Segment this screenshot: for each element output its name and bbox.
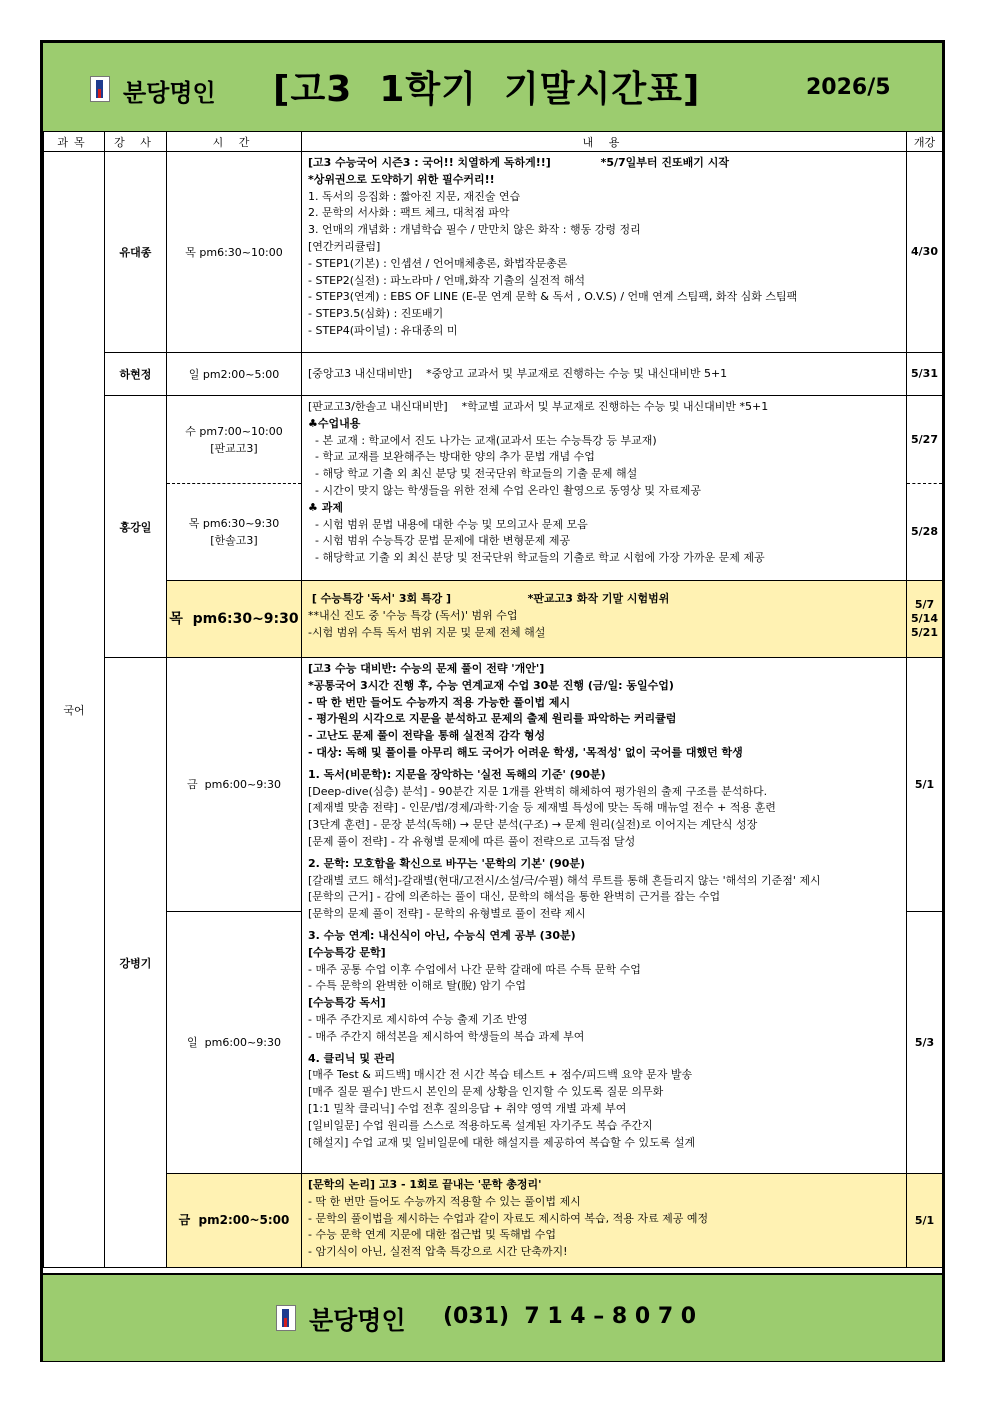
start-date: 5/14	[911, 612, 938, 625]
footer-brand: 분당명인	[309, 1306, 406, 1335]
start-hong-wed: 5/27	[907, 396, 943, 484]
line: [판교고3/한솔고 내신대비반] *학교별 교과서 및 부교재로 진행하는 수능 및 내신대비반 *5+1	[308, 400, 769, 413]
content-ha	[302, 353, 907, 396]
line: - 수특 문학의 완벽한 이해로 탈(脫) 암기 수업	[308, 979, 527, 993]
time-kang-special: 금 pm2:00~5:00	[167, 1174, 302, 1268]
content-kang2	[302, 1174, 907, 1268]
col-start: 개강	[907, 132, 943, 152]
line: - 수능 문학 연계 지문에 대한 접근법 및 독해법 수업	[308, 1228, 556, 1242]
line: - 딱 한 번만 들어도 수능까지 적용 가능한 풀이법 제시	[308, 695, 571, 709]
time-kang-sun: 일 pm6:00~9:30	[167, 912, 302, 1174]
line: [연간커리큘럼]	[308, 239, 381, 253]
line: - 시간이 맞지 않는 학생들을 위한 전체 수업 온라인 촬영으로 동영상 및 자료제공	[308, 483, 701, 497]
header-band	[43, 43, 942, 133]
content-kang1	[302, 658, 907, 1174]
instructor-kang: 강병기	[105, 658, 167, 1268]
line: 3. 언매의 개념화 : 개념학습 필수 / 만만치 않은 화작 : 행동 강령 정리	[308, 223, 641, 237]
line: 2. 문학: 모호함을 확신으로 바꾸는 '문학의 기본' (90분)	[308, 856, 586, 870]
table-header-row	[44, 132, 943, 152]
table-row	[44, 1174, 943, 1268]
line: - 암기식이 아닌, 실전적 압축 특강으로 시간 단축까지!	[308, 1245, 568, 1259]
school-label: [판교고3]	[210, 441, 258, 455]
col-instructor: 강 사	[105, 132, 167, 152]
col-subject: 과목	[44, 132, 105, 152]
line: - STEP1(기본) : 인셉션 / 언어매체총론, 화법작문총론	[308, 256, 568, 270]
line: [중앙고3 내신대비반] *중앙고 교과서 및 부교재로 진행하는 수능 및 내신대비반 5+1	[308, 366, 728, 380]
line: *공통국어 3시간 진행 후, 수능 연계교재 수업 30분 진행 (금/일: 동일수업)	[308, 678, 674, 692]
line: ♣수업내용	[308, 416, 361, 430]
line: [매주 Test & 피드백] 매시간 전 시간 복습 테스트 + 점수/피드백 요약 문자 발송	[308, 1068, 693, 1082]
line: [수능특강 독서]	[308, 996, 386, 1010]
col-time: 시 간	[167, 132, 302, 152]
table-row	[44, 581, 943, 658]
line: *상위권으로 도약하기 위한 필수커리!!	[308, 172, 495, 186]
instructor-hong: 홍강일	[105, 396, 167, 658]
table-row	[44, 152, 943, 353]
start-yu: 4/30	[907, 152, 943, 353]
line: - 매주 공통 수업 이후 수업에서 나간 문학 갈래에 따른 수특 문학 수업	[308, 962, 641, 976]
line: [문학의 논리] 고3 - 1회로 끝내는 '문학 총정리'	[308, 1178, 542, 1191]
line: - 시험 범위 수능특강 문법 문제에 대한 변형문제 제공	[308, 534, 571, 548]
line: - 학교 교재를 보완해주는 방대한 양의 추가 문법 개념 수업	[308, 450, 595, 464]
table-row	[44, 353, 943, 396]
line: -시험 범위 수특 독서 범위 지문 및 문제 전체 해설	[308, 625, 546, 639]
date-label: 2026/5	[806, 75, 891, 100]
time-hong-wed	[167, 396, 302, 484]
time-label: 목 pm6:30~9:30	[188, 517, 280, 530]
line: - STEP3(연계) : EBS OF LINE (E-문 연계 문학 & 독서 , O.V.S) / 언매 연계 스팀팩, 화작 심화 스팀팩	[308, 290, 798, 304]
start-kang-special: 5/1	[907, 1174, 943, 1268]
line: - 딱 한 번만 들어도 수능까지 적용할 수 있는 풀이법 제시	[308, 1194, 581, 1208]
start-date: 5/7	[914, 598, 935, 611]
content-hong1	[302, 396, 907, 581]
table-row	[44, 396, 943, 484]
line: - 매주 주간지로 제시하여 수능 출제 기조 반영	[308, 1012, 528, 1026]
line: [해설지] 수업 교재 및 일비일문에 대한 해설지를 제공하여 복습할 수 있도록 설계	[308, 1135, 696, 1149]
line: - 본 교재 : 학교에서 진도 나가는 교재(교과서 또는 수능특강 등 부교재)	[308, 433, 657, 447]
timetable-frame	[40, 40, 945, 1362]
page-title: [고3 1학기 기말시간표]	[273, 69, 701, 110]
school-label: [한솔고3]	[210, 534, 258, 547]
start-hong-special	[907, 581, 943, 658]
line: 2. 문학의 서사화 : 팩트 체크, 대척점 파악	[308, 206, 510, 220]
table-row	[44, 658, 943, 912]
line: 3. 수능 연계: 내신식이 아닌, 수능식 연계 공부 (30분)	[308, 928, 576, 942]
line: - 매주 주간지 해석본을 제시하여 학생들의 복습 과제 부여	[308, 1029, 585, 1043]
logo-icon	[276, 1305, 296, 1331]
start-kang-fri: 5/1	[907, 658, 943, 912]
footer-band	[43, 1273, 942, 1361]
start-hong-thu: 5/28	[907, 484, 943, 581]
line: [문학의 문제 풀이 전략] - 문학의 유형별로 풀이 전략 제시	[308, 907, 586, 921]
instructor-yu: 유대종	[105, 152, 167, 353]
line: [Deep-dive(심층) 분석] - 90분간 지문 1개를 완벽히 해체하여 평가원의 출제 구조를 분석하다.	[308, 784, 768, 798]
line: - 대상: 독해 및 풀이를 아무리 해도 국어가 어려운 학생, '목적성' 없이 국어를 대했던 학생	[308, 745, 743, 759]
line: [고3 수능 대비반: 수능의 문제 풀이 전략 '개안']	[308, 662, 545, 675]
line: [매주 질문 필수] 반드시 본인의 문제 상황을 인지할 수 있도록 질문 의무화	[308, 1085, 664, 1099]
line: - 해당 학교 기출 외 최신 분당 및 전국단위 학교들의 기출 문제 해설	[308, 467, 638, 481]
line: [ 수능특강 '독서' 3회 특강 ] *판교고3 화작 기말 시험범위	[308, 592, 670, 605]
start-kang-sun: 5/3	[907, 912, 943, 1174]
line: - 문학의 풀이법을 제시하는 수업과 같이 자료도 제시하여 복습, 적용 자료 제공 예정	[308, 1211, 709, 1225]
line: [갈래별 코드 해석]-갈래별(현대/고전시/소설/극/수필) 해석 루트를 통해 흔들리지 않는 '해석의 기준점' 제시	[308, 873, 821, 887]
line: - 고난도 문제 풀이 전략을 통해 실전적 감각 형성	[308, 729, 546, 743]
time-hong-thu	[167, 484, 302, 581]
line: 1. 독서의 응집화 : 짧아진 지문, 재진술 연습	[308, 189, 521, 203]
line: 4. 클리닉 및 관리	[308, 1051, 396, 1065]
instructor-ha: 하현정	[105, 353, 167, 396]
content-hong2	[302, 581, 907, 658]
line: [제재별 맞춤 전략] - 인문/법/경제/과학·기술 등 제재별 특성에 맞는 독해 매뉴얼 전수 + 적용 훈련	[308, 801, 776, 815]
line: [문제 풀이 전략] - 각 유형별 문제에 따른 풀이 전략으로 고득점 달성	[308, 834, 636, 848]
start-ha: 5/31	[907, 353, 943, 396]
time-yu: 목 pm6:30~10:00	[167, 152, 302, 353]
line: 1. 독서(비문학): 지문을 장악하는 '실전 독해의 기준' (90분)	[308, 767, 606, 781]
line: **내신 진도 중 '수능 특강 (독서)' 범위 수업	[308, 608, 518, 622]
line: - 시험 범위 문법 내용에 대한 수능 및 모의고사 문제 모음	[308, 517, 588, 531]
line: [3단계 훈련] - 문장 분석(독해) → 문단 분석(구조) → 문제 원리(실전)로 이어지는 계단식 성장	[308, 818, 758, 832]
time-hong-special: 목 pm6:30~9:30	[167, 581, 302, 658]
line: - 해당학교 기출 외 최신 분당 및 전국단위 학교들의 기출로 학교 시험에 가장 가까운 문제 제공	[308, 551, 765, 565]
line: [문학의 근거] - 감에 의존하는 풀이 대신, 문학의 해석을 통한 완벽히 근거를 잡는 수업	[308, 890, 721, 904]
line: - 평가원의 시각으로 지문을 분석하고 문제의 출제 원리를 파악하는 커리큘럼	[308, 712, 677, 726]
phone-number: (031) 7 1 4 – 8 0 7 0	[443, 1304, 697, 1329]
time-ha: 일 pm2:00~5:00	[167, 353, 302, 396]
line: - STEP2(실전) : 파노라마 / 언매,화작 기출의 실전적 해석	[308, 273, 585, 287]
timetable	[43, 131, 943, 1268]
subject-cell: 국어	[44, 152, 105, 1268]
content-yu	[302, 152, 907, 353]
time-label: 수 pm7:00~10:00	[185, 424, 283, 438]
line: [일비일문] 수업 원리를 스스로 적용하도록 설계된 자기주도 복습 주간지	[308, 1118, 653, 1132]
line: [1:1 밀착 클리닉] 수업 전후 질의응답 + 취약 영역 개별 과제 부여	[308, 1101, 627, 1115]
start-date: 5/21	[911, 626, 938, 639]
brand-name: 분당명인	[123, 79, 216, 107]
line: [고3 수능국어 시즌3 : 국어!! 치열하게 독하게!!] *5/7일부터 진또배기 시작	[308, 156, 729, 169]
line: [수능특강 문학]	[308, 945, 386, 959]
logo-icon	[90, 76, 110, 102]
line: - STEP3.5(심화) : 진또배기	[308, 307, 444, 321]
line: - STEP4(파이널) : 유대종의 미	[308, 323, 458, 337]
time-kang-fri: 금 pm6:00~9:30	[167, 658, 302, 912]
line: ♣ 과제	[308, 500, 343, 514]
col-content: 내 용	[302, 132, 907, 152]
